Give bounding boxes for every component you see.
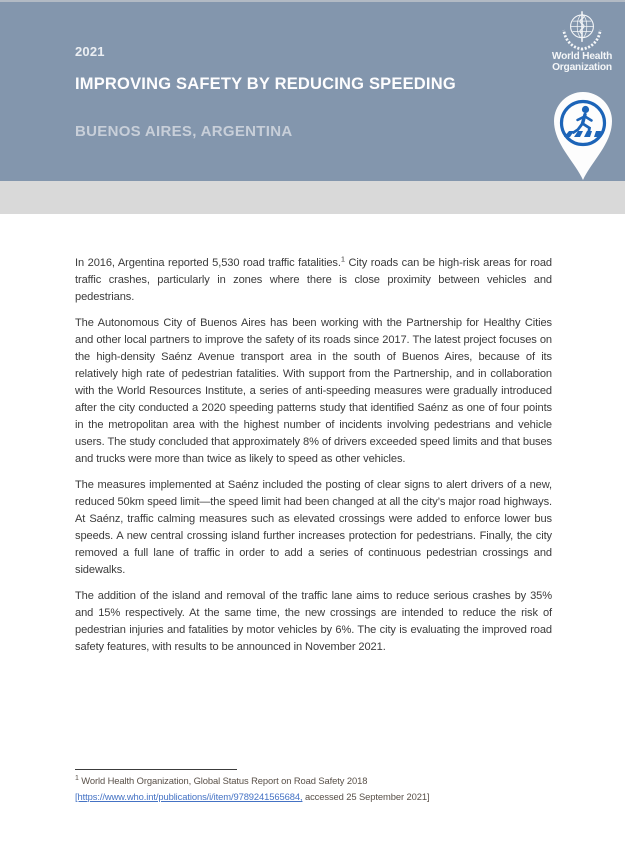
footnote-line1: [75, 773, 545, 789]
who-emblem-icon: [559, 9, 605, 51]
header-banner: [0, 0, 625, 181]
footnote-line2: [75, 789, 545, 805]
paragraph-2: The Autonomous City of Buenos Aires has been working with the Partnership for Healthy Cities and other local partners to improve the safety of its roads since 2017. The latest project focuses on the high-density Saénz Avenue transport area in the south of Buenos Aires, because of its relatively high rate of pedestrian fatalities. With support from the Partnership, and in collaboration with the World Resources Institute, a series of anti-speeding measures were gradually introduced after the city conducted a 2020 speeding patterns study that identified Saénz as one of four points in the metropolitan area with the highest number of incidents involving pedestrians and vehicle users. The study concluded that approximately 8% of drivers exceeded speed limits and that buses and trucks were more than twice as likely to speed as other vehicles.: [75, 317, 552, 465]
footnote-reference: 1: [340, 254, 345, 264]
pedestrian-crossing-pin-icon: [551, 90, 615, 182]
footnote-access-date: accessed 25 September 2021]: [302, 791, 430, 802]
page-title: IMPROVING SAFETY BY REDUCING SPEEDING: [75, 75, 456, 93]
footnote-marker: 1: [75, 774, 79, 782]
paragraph-1-text: In 2016, Argentina reported 5,530 road traffic fatalities.: [75, 257, 341, 269]
footnote-citation: World Health Organization, Global Status Report on Road Safety 2018: [78, 775, 368, 786]
paragraph-3: The measures implemented at Saénz included the posting of clear signs to alert drivers of a new, reduced 50km speed limit—the speed limit had been changed at all the city’s major road highways. At Saénz, traffic calming measures such as elevated crossings were added to enforce lower bus speeds. A new central crossing island further increases protection for pedestrians. Finally, the city removed a full lane of traffic in order to add a series of continuous pedestrian crossings and sidewalks.: [75, 479, 552, 576]
who-name-line2: Organization: [552, 61, 612, 73]
paragraph-1-text-cont: City roads can be high-risk areas for road traffic crashes, particularly in zones where there is close proximity between vehicles and pedestrians.: [75, 257, 552, 303]
report-year: 2021: [75, 44, 105, 59]
body-text: [75, 255, 552, 665]
divider-band: [0, 181, 625, 214]
footnote-url-link[interactable]: [https://www.who.int/publications/i/item/9789241565684,: [75, 791, 303, 802]
who-name-line1: World Health: [551, 51, 613, 62]
page-subtitle: BUENOS AIRES, ARGENTINA: [75, 123, 293, 140]
footnote: [75, 773, 545, 805]
paragraph-1: [75, 255, 552, 306]
footnote-separator: [75, 769, 237, 770]
who-logo: [546, 9, 618, 74]
paragraph-4: The addition of the island and removal of the traffic lane aims to reduce serious crashes by 35% and 15% respectively. At the same time, the new crossings are intended to reduce the risk of pedestrian injuries and fatalities by motor vehicles by 6%. The city is evaluating the improved road safety features, with results to be announced in November 2021.: [75, 590, 552, 653]
